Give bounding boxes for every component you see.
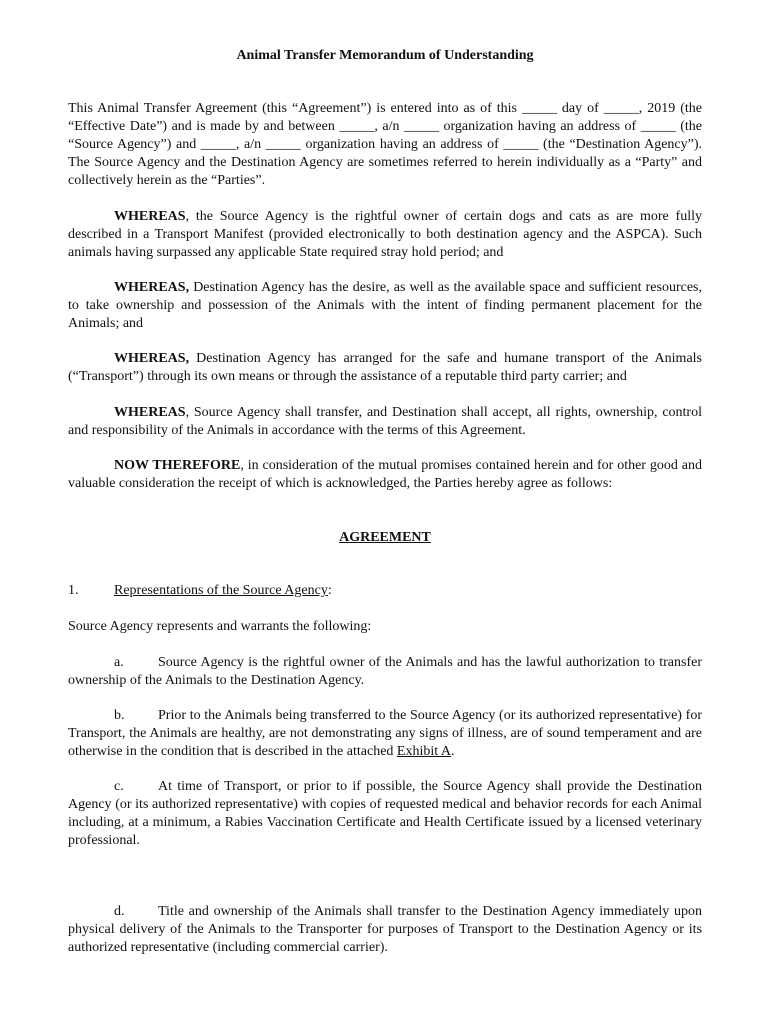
agreement-heading-text: AGREEMENT: [339, 530, 431, 545]
item-b-letter: b.: [114, 708, 125, 723]
recital-2: [68, 279, 702, 333]
recital-3-lead: WHEREAS,: [114, 351, 190, 366]
recital-1-text: , the Source Agency is the rightful owner of certain dogs and cats as are more fully described in a Transport Manifest (provided electronically to both destination agency and the ASPCA). Such animals having surpassed any applicable State required stray hold period; and: [68, 209, 702, 260]
recital-1-lead: WHEREAS: [114, 209, 186, 224]
item-b-text: Prior to the Animals being transferred to the Source Agency (or its authorized representative) for Transport, the Animals are healthy, are not demonstrating any signs of illness, are of sound temperament and are otherwise in the condition that is described in the attached: [68, 708, 702, 759]
recital-2-text: Destination Agency has the desire, as well as the available space and sufficient resources, to take ownership and possession of the Animals with the intent of finding permanent placement for the Animals; and: [68, 280, 702, 331]
document-title: Animal Transfer Memorandum of Understanding: [236, 48, 534, 63]
section-1-title-suffix: :: [327, 583, 332, 598]
section-1-lead-in-text: Source Agency represents and warrants the following:: [68, 619, 372, 634]
now-therefore-lead: NOW THEREFORE: [114, 458, 241, 473]
section-1-heading: [68, 582, 702, 600]
now-therefore-paragraph: [68, 457, 702, 493]
item-c-letter: c.: [114, 779, 124, 794]
item-a-letter: a.: [114, 655, 124, 670]
recital-1: [68, 208, 702, 262]
recital-4-lead: WHEREAS: [114, 405, 186, 420]
section-1-item-d: [68, 903, 702, 957]
intro-paragraph: [68, 100, 702, 190]
section-1-title: Representations of the Source Agency: [114, 583, 328, 598]
section-1-item-b: [68, 707, 702, 761]
recital-4-text: , Source Agency shall transfer, and Destination shall accept, all rights, ownership, control and responsibility of the Animals in accordance with the terms of this Agreement.: [68, 405, 702, 438]
now-therefore-text: , in consideration of the mutual promises contained herein and for other good and valuable consideration the receipt of which is acknowledged, the Parties hereby agree as follows:: [68, 458, 702, 491]
recital-3: [68, 350, 702, 386]
recital-4: [68, 404, 702, 440]
section-1-number: 1.: [68, 583, 79, 598]
recital-3-text: Destination Agency has arranged for the safe and humane transport of the Animals (“Transport”) through its own means or through the assistance of a reputable third party carrier; and: [68, 351, 702, 384]
item-c-text: At time of Transport, or prior to if possible, the Source Agency shall provide the Destination Agency (or its authorized representative) with copies of requested medical and behavior records for each Animal including, at a minimum, a Rabies Vaccination Certificate and Health Certificate issued by a licensed veterinary professional.: [68, 779, 702, 848]
intro-text: This Animal Transfer Agreement (this “Agreement”) is entered into as of this _____ day of _____, 2019 (the “Effective Date”) and is made by and between _____, a/n _____ organization having an address of _____ (the “Source Agency”) and _____, a/n _____ organization having an address of _____ (the “Destination Agency”). The Source Agency and the Destination Agency are sometimes referred to herein individually as a “Party” and collectively herein as the “Parties”.: [68, 101, 702, 188]
exhibit-a-reference: Exhibit A: [396, 744, 451, 759]
item-d-letter: d.: [114, 904, 125, 919]
recital-2-lead: WHEREAS,: [114, 280, 190, 295]
item-d-text: Title and ownership of the Animals shall transfer to the Destination Agency immediately upon physical delivery of the Animals to the Transporter for purposes of Transport to the Destination Agency or its authorized representative (including commercial carrier).: [68, 904, 702, 955]
section-1-lead-in: [68, 618, 702, 636]
section-1-item-a: [68, 654, 702, 690]
section-1-item-c: [68, 778, 702, 850]
item-b-end: .: [450, 744, 455, 759]
agreement-heading: [68, 529, 702, 547]
item-a-text: Source Agency is the rightful owner of the Animals and has the lawful authorization to transfer ownership of the Animals to the Destination Agency.: [68, 655, 702, 688]
